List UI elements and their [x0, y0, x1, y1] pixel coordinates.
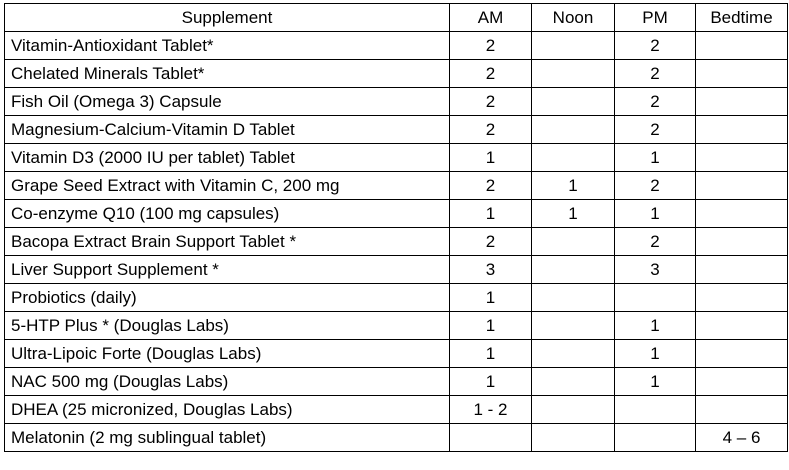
table-row — [5, 60, 788, 88]
table-row — [5, 424, 788, 452]
noon-dose-cell — [532, 424, 615, 452]
table-row — [5, 32, 788, 60]
bedtime-dose-cell — [696, 312, 788, 340]
pm-dose-cell: 1 — [615, 340, 696, 368]
pm-dose-cell: 1 — [615, 144, 696, 172]
pm-dose-cell: 1 — [615, 368, 696, 396]
noon-dose-cell — [532, 116, 615, 144]
pm-dose-cell: 2 — [615, 60, 696, 88]
am-dose-cell: 2 — [450, 172, 532, 200]
pm-dose-cell: 2 — [615, 116, 696, 144]
bedtime-dose-cell — [696, 200, 788, 228]
bedtime-dose-cell — [696, 32, 788, 60]
noon-dose-cell — [532, 284, 615, 312]
supplement-schedule-table — [4, 3, 788, 452]
supplement-name-cell: Bacopa Extract Brain Support Tablet * — [5, 228, 450, 256]
table-row — [5, 340, 788, 368]
bedtime-dose-cell — [696, 256, 788, 284]
table-row — [5, 200, 788, 228]
pm-dose-cell — [615, 284, 696, 312]
supplement-name-cell: Co-enzyme Q10 (100 mg capsules) — [5, 200, 450, 228]
noon-dose-cell — [532, 312, 615, 340]
pm-dose-cell: 1 — [615, 312, 696, 340]
bedtime-dose-cell — [696, 368, 788, 396]
am-dose-cell: 2 — [450, 88, 532, 116]
pm-dose-cell: 1 — [615, 200, 696, 228]
header-row — [5, 4, 788, 32]
am-dose-cell: 1 — [450, 368, 532, 396]
noon-dose-cell — [532, 60, 615, 88]
supplement-name-cell: Ultra-Lipoic Forte (Douglas Labs) — [5, 340, 450, 368]
am-dose-cell: 2 — [450, 116, 532, 144]
table-row — [5, 228, 788, 256]
supplement-name-cell: Vitamin-Antioxidant Tablet* — [5, 32, 450, 60]
table-row — [5, 88, 788, 116]
noon-dose-cell: 1 — [532, 172, 615, 200]
am-dose-cell: 1 — [450, 284, 532, 312]
bedtime-dose-cell — [696, 228, 788, 256]
supplement-name-cell: Probiotics (daily) — [5, 284, 450, 312]
noon-dose-cell: 1 — [532, 200, 615, 228]
supplement-name-cell: NAC 500 mg (Douglas Labs) — [5, 368, 450, 396]
header-am: AM — [450, 4, 532, 32]
am-dose-cell: 1 — [450, 340, 532, 368]
noon-dose-cell — [532, 228, 615, 256]
bedtime-dose-cell — [696, 116, 788, 144]
header-pm: PM — [615, 4, 696, 32]
table-row — [5, 256, 788, 284]
noon-dose-cell — [532, 368, 615, 396]
table-row — [5, 284, 788, 312]
supplement-name-cell: Fish Oil (Omega 3) Capsule — [5, 88, 450, 116]
supplement-name-cell: Melatonin (2 mg sublingual tablet) — [5, 424, 450, 452]
pm-dose-cell: 2 — [615, 228, 696, 256]
pm-dose-cell: 3 — [615, 256, 696, 284]
pm-dose-cell: 2 — [615, 32, 696, 60]
table-row — [5, 144, 788, 172]
bedtime-dose-cell — [696, 284, 788, 312]
header-supplement: Supplement — [5, 4, 450, 32]
supplement-name-cell: Vitamin D3 (2000 IU per tablet) Tablet — [5, 144, 450, 172]
bedtime-dose-cell — [696, 340, 788, 368]
bedtime-dose-cell — [696, 88, 788, 116]
bedtime-dose-cell: 4 – 6 — [696, 424, 788, 452]
supplement-name-cell: Grape Seed Extract with Vitamin C, 200 mg — [5, 172, 450, 200]
am-dose-cell: 3 — [450, 256, 532, 284]
am-dose-cell: 1 — [450, 144, 532, 172]
am-dose-cell: 2 — [450, 228, 532, 256]
pm-dose-cell — [615, 424, 696, 452]
am-dose-cell: 1 — [450, 200, 532, 228]
supplement-name-cell: Magnesium-Calcium-Vitamin D Tablet — [5, 116, 450, 144]
am-dose-cell: 2 — [450, 32, 532, 60]
noon-dose-cell — [532, 256, 615, 284]
header-bedtime: Bedtime — [696, 4, 788, 32]
am-dose-cell — [450, 424, 532, 452]
noon-dose-cell — [532, 32, 615, 60]
table-row — [5, 312, 788, 340]
bedtime-dose-cell — [696, 60, 788, 88]
bedtime-dose-cell — [696, 396, 788, 424]
header-noon: Noon — [532, 4, 615, 32]
supplement-name-cell: DHEA (25 micronized, Douglas Labs) — [5, 396, 450, 424]
supplement-name-cell: Chelated Minerals Tablet* — [5, 60, 450, 88]
bedtime-dose-cell — [696, 172, 788, 200]
pm-dose-cell — [615, 396, 696, 424]
am-dose-cell: 2 — [450, 60, 532, 88]
am-dose-cell: 1 — [450, 312, 532, 340]
supplement-name-cell: Liver Support Supplement * — [5, 256, 450, 284]
am-dose-cell: 1 - 2 — [450, 396, 532, 424]
noon-dose-cell — [532, 144, 615, 172]
bedtime-dose-cell — [696, 144, 788, 172]
table-row — [5, 172, 788, 200]
noon-dose-cell — [532, 88, 615, 116]
noon-dose-cell — [532, 340, 615, 368]
table-row — [5, 116, 788, 144]
pm-dose-cell: 2 — [615, 172, 696, 200]
table-row — [5, 368, 788, 396]
supplement-name-cell: 5-HTP Plus * (Douglas Labs) — [5, 312, 450, 340]
noon-dose-cell — [532, 396, 615, 424]
table-row — [5, 396, 788, 424]
pm-dose-cell: 2 — [615, 88, 696, 116]
